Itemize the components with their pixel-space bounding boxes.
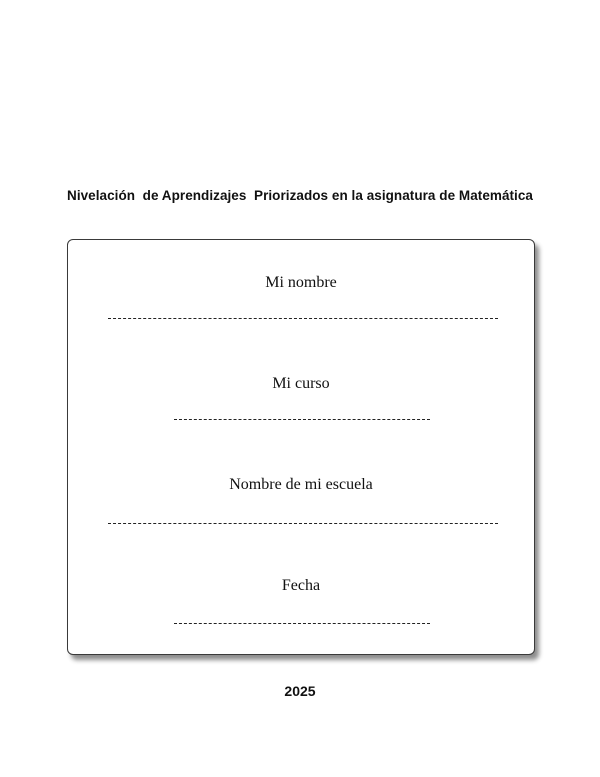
student-info-card <box>67 239 535 655</box>
document-title: Nivelación de Aprendizajes Priorizados en la asignatura de Matemática <box>67 188 533 203</box>
field-label-date: Fecha <box>281 577 321 594</box>
school-blank-line[interactable] <box>108 523 498 524</box>
document-year: 2025 <box>284 683 316 699</box>
field-label-school: Nombre de mi escuela <box>229 476 373 493</box>
field-label-course: Mi curso <box>272 375 330 392</box>
course-blank-line[interactable] <box>174 419 430 420</box>
field-label-name: Mi nombre <box>265 274 337 291</box>
name-blank-line[interactable] <box>108 318 498 319</box>
date-blank-line[interactable] <box>174 623 430 624</box>
